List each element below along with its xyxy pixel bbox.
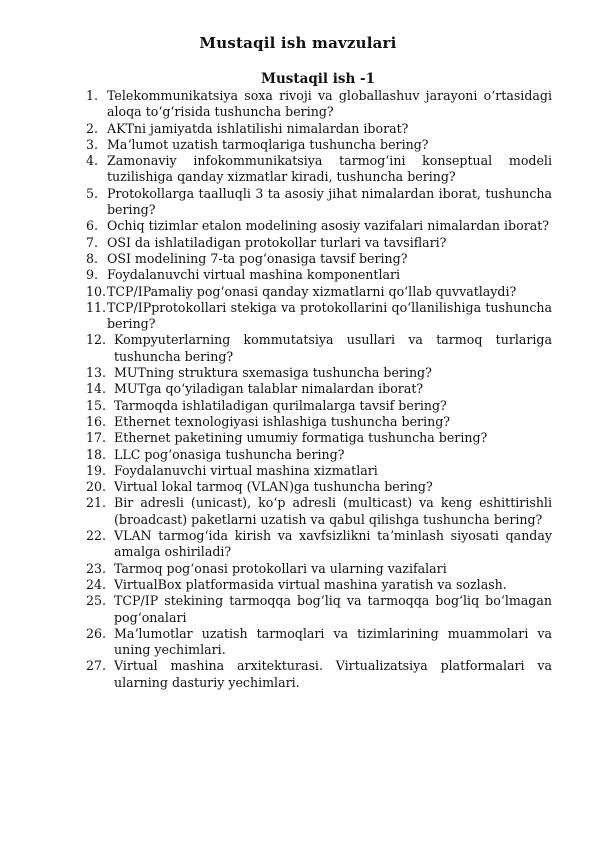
list-item-number: 9. (86, 267, 99, 283)
list-item (86, 430, 552, 446)
list-item (86, 300, 552, 333)
list-item-text: Ethernet paketining umumiy formatiga tushuncha bering? (114, 430, 488, 446)
list-item-number: 7. (86, 234, 99, 250)
list-item-number: 27. (86, 658, 107, 674)
list-item-text: Ochiq tizimlar etalon modelining asosiy vazifalari nimalardan iborat? (107, 218, 550, 234)
list-item (86, 528, 552, 561)
list-item-number: 1. (86, 88, 99, 103)
list-item-number: 18. (86, 446, 107, 462)
list-item-text: Foydalanuvchi virtual mashina komponentlari (107, 267, 401, 283)
list-item (86, 561, 552, 577)
list-item (86, 398, 552, 414)
list-item-text: Bir adresli (unicast), koʻp adresli (multicast) va keng eshittirishli (broadcast) paketlarni uzatish va qabul qilishga tushuncha bering? (114, 495, 552, 527)
list-item-text: VLAN tarmogʻida kirish va xavfsizlikni taʼminlash siyosati qanday amalga oshiriladi? (114, 528, 552, 560)
list-item-number: 26. (86, 625, 107, 641)
list-item-text: Ethernet texnologiyasi ishlashiga tushuncha bering? (114, 413, 451, 429)
list-item (86, 593, 552, 626)
list-item-text: OSI modelining 7-ta pogʻonasiga tavsif bering? (107, 250, 408, 266)
list-item-text: Maʼlumot uzatish tarmoqlariga tushuncha bering? (107, 136, 429, 152)
list-item-number: 4. (86, 153, 99, 169)
list-item-text: VirtualBox platformasida virtual mashina yaratish va sozlash. (114, 576, 507, 592)
list-item-text: TCP/IP stekining tarmoqqa bogʻliq va tarmoqqa bogʻliq boʻlmagan pogʻonalari (114, 593, 552, 625)
list-item (86, 658, 552, 691)
list-item (86, 332, 552, 365)
list-item-text: MUTga qoʻyiladigan talablar nimalardan iborat? (114, 381, 424, 397)
list-item-text: Virtual mashina arxitekturasi. Virtualizatsiya platformalari va ularning dasturiy yechimlari. (114, 658, 552, 690)
list-item (86, 495, 552, 528)
list-item (86, 218, 552, 234)
list-item (86, 577, 552, 593)
list-item-number: 8. (86, 250, 99, 266)
topic-list (86, 88, 552, 691)
list-item (86, 235, 552, 251)
list-item-number: 16. (86, 413, 107, 429)
list-item-text: OSI da ishlatiladigan protokollar turlari va tavsiflari? (107, 234, 447, 250)
list-item (86, 121, 552, 137)
list-item (86, 479, 552, 495)
list-item (86, 137, 552, 153)
list-item (86, 153, 552, 186)
list-item-number: 5. (86, 185, 99, 201)
list-item-number: 11. (86, 299, 107, 315)
list-item-text: Telekommunikatsiya soxa rivoji va globallashuv jarayoni oʻrtasidagi aloqa toʻgʻrisida tushuncha bering? (107, 88, 552, 120)
list-item-number: 10. (86, 283, 107, 299)
list-item (86, 381, 552, 397)
list-item-number: 22. (86, 528, 107, 544)
list-item-text: Kompyuterlarning kommutatsiya usullari va tarmoq turlariga tushuncha bering? (114, 332, 552, 364)
list-item-number: 2. (86, 120, 99, 136)
list-item-number: 21. (86, 495, 107, 511)
list-item (86, 267, 552, 283)
list-item-text: TCP/IPprotokollari stekiga va protokollarini qoʻllanilishiga tushuncha bering? (107, 299, 552, 332)
list-item-number: 20. (86, 479, 107, 495)
list-item-number: 15. (86, 397, 107, 413)
page-title: Mustaqil ish mavzulari (199, 34, 397, 52)
list-item-number: 12. (86, 332, 107, 348)
list-item-number: 17. (86, 430, 107, 446)
list-item-text: LLC pogʻonasiga tushuncha bering? (114, 446, 345, 462)
list-item-number: 19. (86, 462, 107, 478)
list-item-number: 13. (86, 365, 107, 381)
list-item-text: Tarmoq pogʻonasi protokollari va ularning vazifalari (114, 560, 447, 576)
list-item (86, 365, 552, 381)
list-item (86, 414, 552, 430)
list-item-text: Maʼlumotlar uzatish tarmoqlari va tizimlarining muammolari va uning yechimlari. (114, 625, 552, 658)
list-item (86, 88, 552, 121)
list-item-number: 23. (86, 560, 107, 576)
section-title: Mustaqil ish -1 (261, 71, 375, 87)
list-item (86, 447, 552, 463)
list-item (86, 284, 552, 300)
list-item (86, 251, 552, 267)
list-item-number: 24. (86, 576, 107, 592)
list-item-text: Tarmoqda ishlatiladigan qurilmalarga tavsif bering? (114, 397, 447, 413)
list-item (86, 463, 552, 479)
list-item (86, 626, 552, 659)
list-item-text: Zamonaviy infokommunikatsiya tarmogʻini konseptual modeli tuzilishiga qanday xizmatlar kiradi, tushuncha bering? (107, 153, 552, 185)
list-item-text: Virtual lokal tarmoq (VLAN)ga tushuncha bering? (114, 479, 433, 495)
list-item (86, 186, 552, 219)
list-item-text: Foydalanuvchi virtual mashina xizmatlari (114, 462, 378, 478)
list-item-text: Protokollarga taalluqli 3 ta asosiy jihat nimalardan iborat, tushuncha bering? (107, 185, 552, 218)
list-item-number: 6. (86, 218, 99, 234)
list-item-number: 25. (86, 593, 107, 609)
list-item-text: MUTning struktura sxemasiga tushuncha bering? (114, 365, 432, 381)
list-item-number: 14. (86, 381, 107, 397)
list-item-text: TCP/IPamaliy pogʻonasi qanday xizmatlarni qoʻllab quvvatlaydi? (107, 283, 517, 299)
list-item-text: AKTni jamiyatda ishlatilishi nimalardan iborat? (107, 120, 409, 136)
list-item-number: 3. (86, 136, 99, 152)
